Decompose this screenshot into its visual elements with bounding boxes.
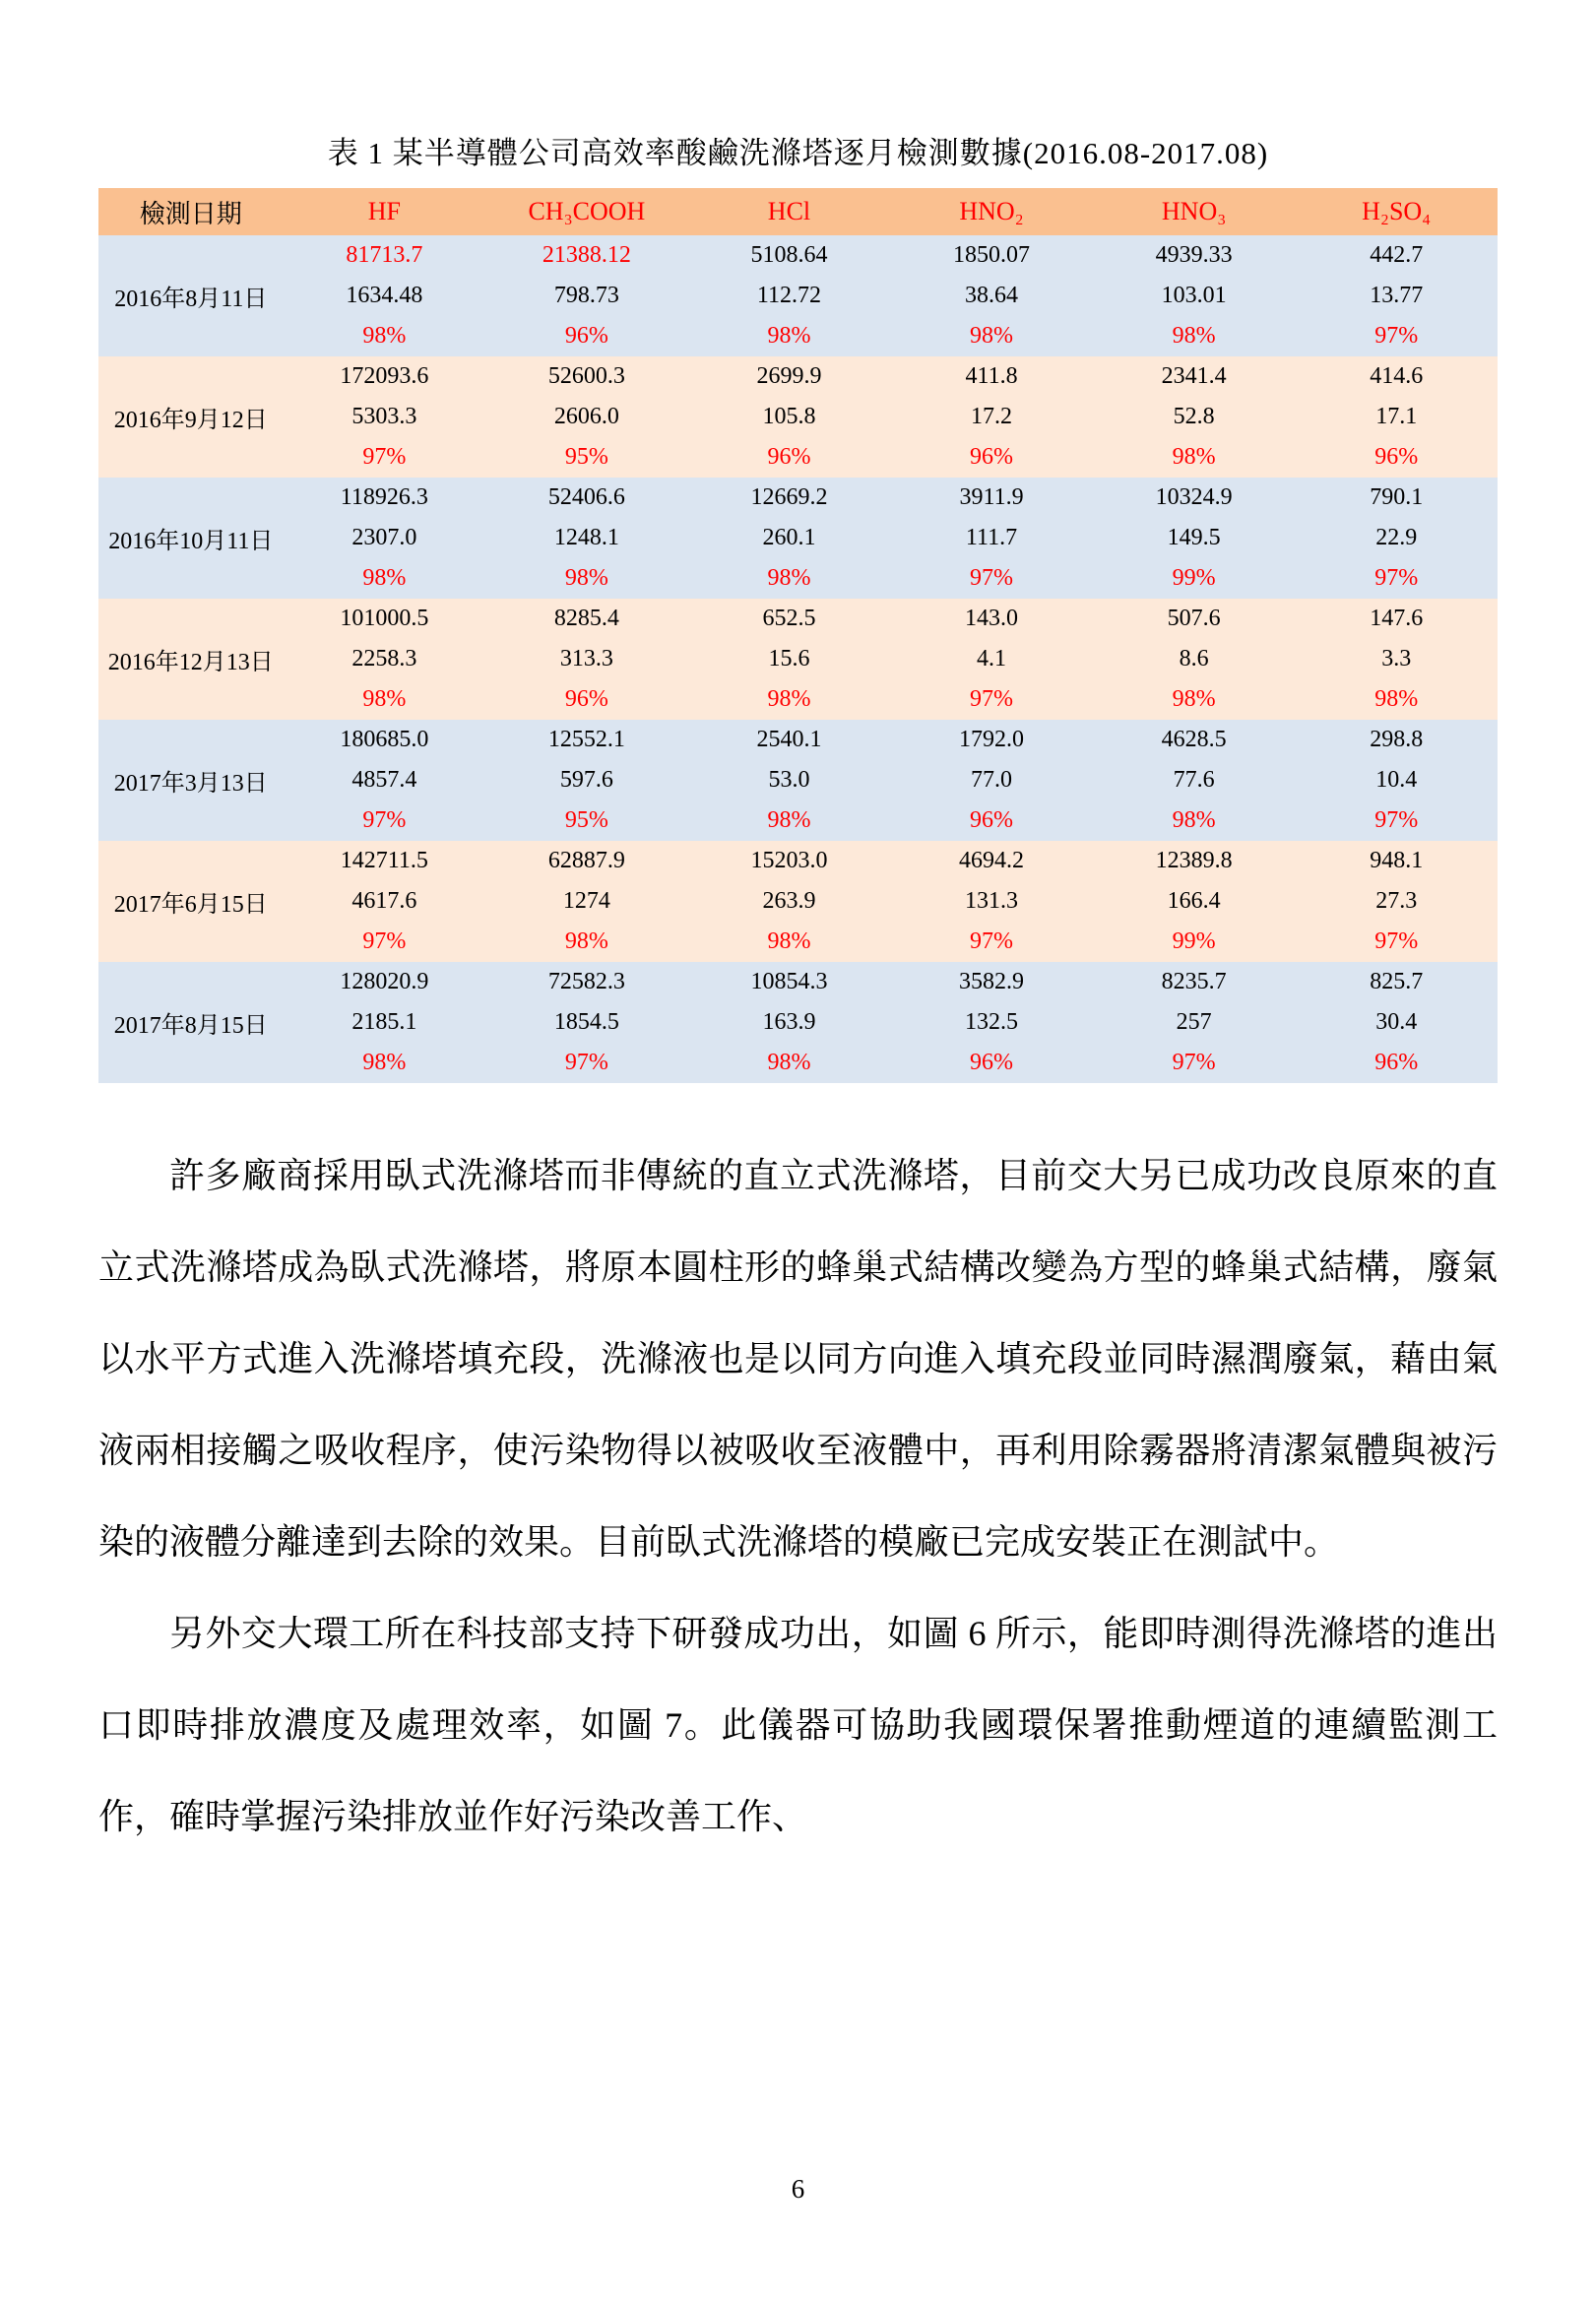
efficiency-cell: 96% (485, 316, 688, 356)
table-row-inlet (98, 720, 1498, 760)
outlet-cell: 15.6 (688, 639, 891, 679)
efficiency-cell: 97% (1093, 1043, 1296, 1083)
header-date: 檢測日期 (98, 188, 284, 235)
inlet-cell: 81713.7 (284, 235, 486, 276)
efficiency-cell: 97% (1295, 922, 1498, 962)
efficiency-cell: 98% (1093, 316, 1296, 356)
efficiency-cell: 98% (1093, 437, 1296, 478)
outlet-cell: 4.1 (890, 639, 1093, 679)
efficiency-cell: 97% (485, 1043, 688, 1083)
inlet-cell: 12669.2 (688, 478, 891, 518)
outlet-cell: 8.6 (1093, 639, 1296, 679)
outlet-cell: 597.6 (485, 760, 688, 800)
table-row-outlet (98, 881, 1498, 922)
inlet-cell: 652.5 (688, 599, 891, 639)
table-row-inlet (98, 356, 1498, 397)
outlet-cell: 149.5 (1093, 518, 1296, 558)
table-header (98, 188, 1498, 235)
inlet-cell: 8285.4 (485, 599, 688, 639)
outlet-cell: 112.72 (688, 276, 891, 316)
date-cell: 2016年9月12日 (98, 356, 284, 478)
table-row-outlet (98, 518, 1498, 558)
inlet-cell: 118926.3 (284, 478, 486, 518)
outlet-cell: 5303.3 (284, 397, 486, 437)
outlet-cell: 166.4 (1093, 881, 1296, 922)
inlet-cell: 2341.4 (1093, 356, 1296, 397)
efficiency-cell: 96% (688, 437, 891, 478)
inlet-cell: 147.6 (1295, 599, 1498, 639)
efficiency-cell: 98% (688, 800, 891, 841)
efficiency-cell: 96% (1295, 1043, 1498, 1083)
paragraph: 另外交大環工所在科技部支持下研發成功出，如圖 6 所示，能即時測得洗滌塔的進出口即時排放濃度及處理效率，如圖 7。此儀器可協助我國環保署推動煙道的連續監測工作，確時掌握污染排放並作好污染改善工作、 (98, 1614, 1498, 1836)
table-row-inlet (98, 235, 1498, 276)
inlet-cell: 21388.12 (485, 235, 688, 276)
date-cell: 2016年12月13日 (98, 599, 284, 720)
outlet-cell: 17.2 (890, 397, 1093, 437)
outlet-cell: 52.8 (1093, 397, 1296, 437)
outlet-cell: 1248.1 (485, 518, 688, 558)
efficiency-cell: 96% (485, 679, 688, 720)
inlet-cell: 143.0 (890, 599, 1093, 639)
efficiency-cell: 97% (1295, 316, 1498, 356)
inlet-cell: 2540.1 (688, 720, 891, 760)
inlet-cell: 411.8 (890, 356, 1093, 397)
inlet-cell: 72582.3 (485, 962, 688, 1002)
inlet-cell: 12552.1 (485, 720, 688, 760)
efficiency-cell: 98% (284, 679, 486, 720)
outlet-cell: 53.0 (688, 760, 891, 800)
table-row-efficiency (98, 1043, 1498, 1083)
efficiency-cell: 96% (890, 1043, 1093, 1083)
efficiency-cell: 99% (1093, 558, 1296, 599)
inlet-cell: 442.7 (1295, 235, 1498, 276)
inlet-cell: 1792.0 (890, 720, 1093, 760)
inlet-cell: 128020.9 (284, 962, 486, 1002)
table-caption: 表 1 某半導體公司高效率酸鹼洗滌塔逐月檢測數據(2016.08-2017.08) (327, 136, 1269, 170)
date-cell: 2017年8月15日 (98, 962, 284, 1083)
inlet-cell: 12389.8 (1093, 841, 1296, 881)
table-row-inlet (98, 599, 1498, 639)
header-chemical: HCl (688, 188, 891, 235)
monitoring-data-table (98, 188, 1498, 1083)
efficiency-cell: 98% (688, 922, 891, 962)
outlet-cell: 2606.0 (485, 397, 688, 437)
inlet-cell: 948.1 (1295, 841, 1498, 881)
monitor-table-body (98, 235, 1498, 1083)
efficiency-cell: 97% (890, 558, 1093, 599)
efficiency-cell: 98% (1295, 679, 1498, 720)
efficiency-cell: 98% (688, 1043, 891, 1083)
table-row-outlet (98, 276, 1498, 316)
table-row-efficiency (98, 800, 1498, 841)
outlet-cell: 1634.48 (284, 276, 486, 316)
efficiency-cell: 98% (890, 316, 1093, 356)
inlet-cell: 790.1 (1295, 478, 1498, 518)
table-row-efficiency (98, 922, 1498, 962)
inlet-cell: 507.6 (1093, 599, 1296, 639)
table-row-inlet (98, 478, 1498, 518)
table-row-outlet (98, 1002, 1498, 1043)
inlet-cell: 4694.2 (890, 841, 1093, 881)
efficiency-cell: 97% (284, 922, 486, 962)
outlet-cell: 111.7 (890, 518, 1093, 558)
table-row-efficiency (98, 679, 1498, 720)
outlet-cell: 38.64 (890, 276, 1093, 316)
inlet-cell: 15203.0 (688, 841, 891, 881)
outlet-cell: 10.4 (1295, 760, 1498, 800)
table-row-efficiency (98, 558, 1498, 599)
efficiency-cell: 96% (890, 800, 1093, 841)
efficiency-cell: 96% (1295, 437, 1498, 478)
outlet-cell: 2307.0 (284, 518, 486, 558)
table-row-outlet (98, 639, 1498, 679)
outlet-cell: 3.3 (1295, 639, 1498, 679)
efficiency-cell: 98% (485, 922, 688, 962)
outlet-cell: 77.6 (1093, 760, 1296, 800)
outlet-cell: 798.73 (485, 276, 688, 316)
page-number: 6 (791, 2174, 805, 2204)
outlet-cell: 2185.1 (284, 1002, 486, 1043)
efficiency-cell: 97% (284, 437, 486, 478)
table-row-efficiency (98, 316, 1498, 356)
inlet-cell: 3582.9 (890, 962, 1093, 1002)
outlet-cell: 131.3 (890, 881, 1093, 922)
efficiency-cell: 98% (284, 1043, 486, 1083)
inlet-cell: 52600.3 (485, 356, 688, 397)
body-text (98, 1130, 1498, 1863)
efficiency-cell: 97% (890, 922, 1093, 962)
header-chemical: HNO₂ (890, 188, 1093, 235)
efficiency-cell: 98% (1093, 679, 1296, 720)
inlet-cell: 180685.0 (284, 720, 486, 760)
outlet-cell: 4857.4 (284, 760, 486, 800)
date-cell: 2016年10月11日 (98, 478, 284, 599)
outlet-cell: 77.0 (890, 760, 1093, 800)
inlet-cell: 10854.3 (688, 962, 891, 1002)
outlet-cell: 257 (1093, 1002, 1296, 1043)
efficiency-cell: 98% (688, 558, 891, 599)
header-chemical: H₂SO₄ (1295, 188, 1498, 235)
inlet-cell: 172093.6 (284, 356, 486, 397)
inlet-cell: 4939.33 (1093, 235, 1296, 276)
inlet-cell: 1850.07 (890, 235, 1093, 276)
outlet-cell: 13.77 (1295, 276, 1498, 316)
efficiency-cell: 98% (485, 558, 688, 599)
efficiency-cell: 95% (485, 437, 688, 478)
efficiency-cell: 95% (485, 800, 688, 841)
efficiency-cell: 97% (1295, 558, 1498, 599)
efficiency-cell: 98% (284, 316, 486, 356)
date-cell: 2016年8月11日 (98, 235, 284, 356)
efficiency-cell: 98% (1093, 800, 1296, 841)
inlet-cell: 5108.64 (688, 235, 891, 276)
inlet-cell: 3911.9 (890, 478, 1093, 518)
inlet-cell: 2699.9 (688, 356, 891, 397)
table-row-efficiency (98, 437, 1498, 478)
inlet-cell: 52406.6 (485, 478, 688, 518)
inlet-cell: 8235.7 (1093, 962, 1296, 1002)
outlet-cell: 4617.6 (284, 881, 486, 922)
table-row-outlet (98, 397, 1498, 437)
outlet-cell: 263.9 (688, 881, 891, 922)
efficiency-cell: 96% (890, 437, 1093, 478)
inlet-cell: 414.6 (1295, 356, 1498, 397)
inlet-cell: 298.8 (1295, 720, 1498, 760)
header-chemical: HF (284, 188, 486, 235)
outlet-cell: 22.9 (1295, 518, 1498, 558)
header-chemical: HNO₃ (1093, 188, 1296, 235)
inlet-cell: 4628.5 (1093, 720, 1296, 760)
date-cell: 2017年6月15日 (98, 841, 284, 962)
outlet-cell: 313.3 (485, 639, 688, 679)
header-chemical: CH₃COOH (485, 188, 688, 235)
date-cell: 2017年3月13日 (98, 720, 284, 841)
outlet-cell: 1854.5 (485, 1002, 688, 1043)
paragraph: 許多廠商採用臥式洗滌塔而非傳統的直立式洗滌塔，目前交大另已成功改良原來的直立式洗滌塔成為臥式洗滌塔，將原本圓柱形的蜂巢式結構改變為方型的蜂巢式結構，廢氣以水平方式進入洗滌塔填充段，洗滌液也是以同方向進入填充段並同時濕潤廢氣，藉由氣液兩相接觸之吸收程序，使污染物得以被吸收至液體中，再利用除霧器將清潔氣體與被污染的液體分離達到去除的效果。目前臥式洗滌塔的模廠已完成安裝正在測試中。 (98, 1156, 1498, 1562)
efficiency-cell: 97% (1295, 800, 1498, 841)
outlet-cell: 30.4 (1295, 1002, 1498, 1043)
outlet-cell: 260.1 (688, 518, 891, 558)
inlet-cell: 62887.9 (485, 841, 688, 881)
outlet-cell: 163.9 (688, 1002, 891, 1043)
outlet-cell: 17.1 (1295, 397, 1498, 437)
table-row-inlet (98, 962, 1498, 1002)
efficiency-cell: 98% (688, 679, 891, 720)
outlet-cell: 1274 (485, 881, 688, 922)
efficiency-cell: 99% (1093, 922, 1296, 962)
outlet-cell: 27.3 (1295, 881, 1498, 922)
table-header-row (98, 188, 1498, 235)
inlet-cell: 10324.9 (1093, 478, 1296, 518)
outlet-cell: 132.5 (890, 1002, 1093, 1043)
inlet-cell: 825.7 (1295, 962, 1498, 1002)
table-row-inlet (98, 841, 1498, 881)
outlet-cell: 103.01 (1093, 276, 1296, 316)
efficiency-cell: 97% (284, 800, 486, 841)
outlet-cell: 2258.3 (284, 639, 486, 679)
efficiency-cell: 97% (890, 679, 1093, 720)
table-row-outlet (98, 760, 1498, 800)
efficiency-cell: 98% (284, 558, 486, 599)
inlet-cell: 101000.5 (284, 599, 486, 639)
efficiency-cell: 98% (688, 316, 891, 356)
inlet-cell: 142711.5 (284, 841, 486, 881)
outlet-cell: 105.8 (688, 397, 891, 437)
